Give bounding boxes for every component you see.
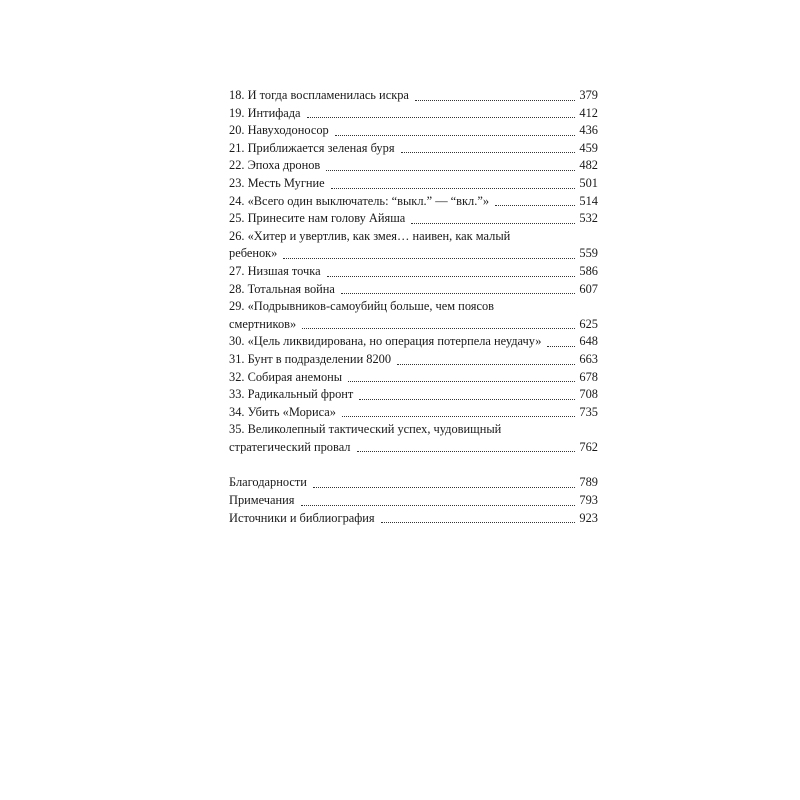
chapter-title: 34. Убить «Мориса» — [229, 404, 336, 419]
chapter-title: 32. Собирая анемоны — [229, 369, 343, 384]
toc-entry-acknowledgements — [229, 474, 598, 492]
section-gap — [229, 456, 598, 474]
section-title: Благодарности — [229, 475, 307, 490]
dot-leader — [397, 364, 575, 365]
page-number: 735 — [579, 404, 598, 419]
toc-entry-34 — [229, 404, 598, 422]
page-number: 586 — [579, 263, 598, 278]
page-number: 559 — [579, 246, 598, 261]
dot-leader — [411, 223, 575, 224]
page-number: 648 — [579, 334, 598, 349]
table-of-contents — [229, 87, 598, 527]
chapter-title: 25. Принесите нам голову Айяша — [229, 211, 406, 226]
toc-entry-31 — [229, 351, 598, 369]
dot-leader — [335, 135, 576, 136]
dot-leader — [348, 381, 575, 382]
page-number: 436 — [579, 123, 598, 138]
dot-leader — [313, 487, 575, 488]
dot-leader — [401, 152, 576, 153]
toc-entry-28 — [229, 281, 598, 299]
toc-entry-23 — [229, 175, 598, 193]
chapter-title: 24. «Всего один выключатель: “выкл.” — “вкл.”» — [229, 193, 490, 208]
page-number: 762 — [579, 439, 598, 454]
dot-leader — [331, 188, 576, 189]
dot-leader — [415, 100, 576, 101]
dot-leader — [495, 205, 575, 206]
toc-entry-30 — [229, 333, 598, 351]
dot-leader — [342, 416, 575, 417]
page-number: 482 — [579, 158, 598, 173]
chapter-title-line-2: ребенок» — [229, 246, 278, 261]
toc-entry-27 — [229, 263, 598, 281]
page-number: 678 — [579, 369, 598, 384]
toc-entry-notes — [229, 492, 598, 510]
toc-entry-bibliography — [229, 510, 598, 528]
page-number: 501 — [579, 175, 598, 190]
page-number: 663 — [579, 351, 598, 366]
toc-entry-22 — [229, 157, 598, 175]
page-number: 789 — [579, 475, 598, 490]
page-number: 708 — [579, 387, 598, 402]
toc-entry-25 — [229, 210, 598, 228]
toc-entry-32 — [229, 369, 598, 387]
dot-leader — [359, 399, 575, 400]
section-title: Примечания — [229, 493, 295, 508]
page-number: 625 — [579, 316, 598, 331]
page-number: 923 — [579, 510, 598, 525]
dot-leader — [327, 276, 576, 277]
dot-leader — [307, 117, 576, 118]
dot-leader — [283, 258, 575, 259]
chapter-title: 22. Эпоха дронов — [229, 158, 321, 173]
toc-entry-33 — [229, 386, 598, 404]
dot-leader — [301, 505, 576, 506]
page-number: 459 — [579, 140, 598, 155]
page-number: 532 — [579, 211, 598, 226]
chapter-title-line-1: 29. «Подрывников-самоубийц больше, чем поясов — [229, 299, 495, 314]
chapter-title-line-2: стратегический провал — [229, 439, 351, 454]
page-number: 793 — [579, 493, 598, 508]
toc-entry-35 — [229, 421, 598, 456]
dot-leader — [341, 293, 575, 294]
page-number: 607 — [579, 281, 598, 296]
dot-leader — [326, 170, 575, 171]
chapter-title: 30. «Цель ликвидирована, но операция потерпела неудачу» — [229, 334, 542, 349]
chapter-title: 21. Приближается зеленая буря — [229, 140, 395, 155]
toc-entry-24 — [229, 193, 598, 211]
toc-entry-29 — [229, 298, 598, 333]
section-title: Источники и библиография — [229, 510, 375, 525]
toc-entry-26 — [229, 228, 598, 263]
toc-entry-19 — [229, 105, 598, 123]
chapter-title: 28. Тотальная война — [229, 281, 335, 296]
chapter-title: 33. Радикальный фронт — [229, 387, 354, 402]
chapter-title: 23. Месть Мугние — [229, 175, 325, 190]
chapter-title-line-2: смертников» — [229, 316, 297, 331]
dot-leader — [547, 346, 575, 347]
page-number: 379 — [579, 88, 598, 102]
chapter-title-line-1: 26. «Хитер и увертлив, как змея… наивен, как малый — [229, 228, 511, 243]
toc-entry-20 — [229, 122, 598, 140]
chapter-title-line-1: 35. Великолепный тактический успех, чудовищный — [229, 422, 502, 437]
chapter-title: 27. Низшая точка — [229, 263, 321, 278]
chapter-title: 20. Навуходоносор — [229, 123, 329, 138]
toc-entry-18 — [229, 87, 598, 105]
chapter-title: 31. Бунт в подразделении 8200 — [229, 351, 392, 366]
dot-leader — [302, 328, 575, 329]
page-number: 514 — [579, 193, 598, 208]
dot-leader — [381, 522, 576, 523]
chapter-title: 19. Интифада — [229, 105, 301, 120]
page-number: 412 — [579, 105, 598, 120]
toc-entry-21 — [229, 140, 598, 158]
dot-leader — [357, 451, 576, 452]
chapter-title: 18. И тогда воспламенилась искра — [229, 88, 409, 102]
